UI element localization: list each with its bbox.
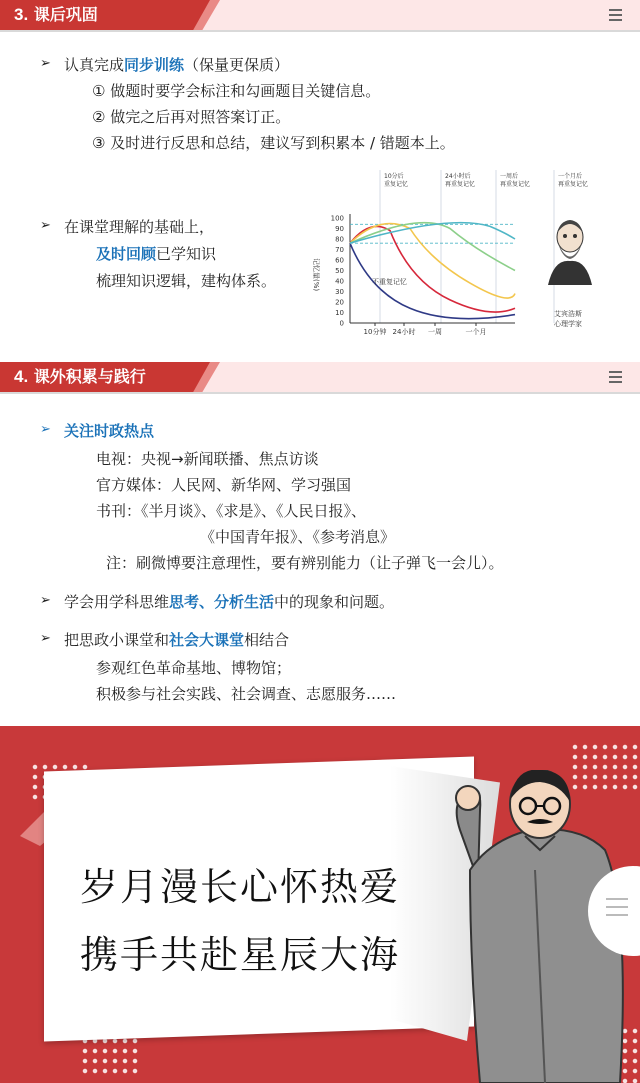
legend-label: 再重复记忆: [445, 181, 476, 188]
subject-thinking-item: 学会用学科思维思考、分析生活中的现象和问题。: [64, 593, 395, 611]
x-tick-label: 一周: [428, 328, 442, 336]
x-tick-label: 24小时: [392, 328, 416, 336]
y-tick-label: 90: [335, 225, 344, 233]
arrow-bullet-icon: ➢: [40, 631, 51, 646]
section-4-header: [0, 362, 640, 392]
sub-point-2: ② 做完之后再对照答案订正。: [92, 108, 291, 126]
y-tick-label: 10: [335, 309, 344, 317]
sub-point-3: ③ 及时进行反思和总结，建议写到积累本 / 错题本上。: [92, 134, 455, 152]
series-line-3: [350, 223, 515, 271]
publications-line-1: 书刊：《半月谈》、《求是》、《人民日报》、: [96, 502, 367, 520]
y-tick-label: 30: [335, 288, 344, 296]
y-tick-label: 20: [335, 298, 344, 307]
dot-pattern: [80, 1036, 140, 1076]
forgetting-curve-chart: [300, 170, 620, 345]
menu-icon: [606, 898, 628, 916]
legend-label: 再重复记忆: [500, 181, 531, 188]
y-tick-label: 0: [339, 319, 344, 328]
section-3-title: 3. 课后巩固: [14, 5, 98, 24]
media-line: 官方媒体：人民网、新华网、学习强国: [96, 476, 352, 494]
weibo-note: 注：刷微博要注意理性，要有辨别能力（让子弹飞一会儿）。: [106, 554, 504, 572]
poem-line-1: 岁月漫长心怀热爱: [80, 865, 401, 909]
y-tick-label: 60: [335, 256, 344, 265]
y-tick-label: 40: [335, 277, 344, 286]
menu-icon[interactable]: [609, 371, 622, 383]
legend-label: 一个月后: [558, 173, 583, 180]
legend-label: 10分后: [384, 173, 404, 180]
current-affairs-heading: 关注时政热点: [64, 422, 155, 440]
arrow-bullet-icon: ➢: [40, 218, 51, 233]
review-item-line1: 在课堂理解的基础上，: [64, 218, 215, 236]
section-divider: [0, 392, 640, 394]
legend-label: 一周后: [500, 173, 519, 180]
sub-point-1: ① 做题时要学会标注和勾画题目关键信息。: [92, 82, 381, 100]
publications-line-2: 《中国青年报》、《参考消息》: [200, 528, 396, 546]
classroom-sub-1: 参观红色革命基地、博物馆；: [96, 659, 292, 677]
arrow-bullet-icon: ➢: [40, 593, 51, 608]
series-line-1: [350, 226, 515, 312]
section-divider: [0, 30, 640, 32]
y-tick-label: 80: [335, 235, 344, 244]
menu-icon[interactable]: [609, 9, 622, 21]
person-caption-2: 心理学家: [554, 320, 582, 328]
person-caption-1: 艾宾浩斯: [554, 310, 582, 318]
poem-line-2: 携手共赴星辰大海: [80, 933, 401, 977]
chart-annotation: 不重复记忆: [372, 278, 407, 286]
classroom-society-item: 把思政小课堂和社会大课堂相结合: [64, 631, 290, 649]
y-tick-label: 100: [330, 214, 344, 223]
x-tick-label: 一个月: [465, 328, 487, 336]
series-line-2: [350, 224, 515, 298]
legend-label: 重复记忆: [384, 181, 409, 188]
y-axis-label: 记忆量(%): [312, 258, 320, 292]
portrait-icon: [548, 220, 592, 285]
section-3-header: [0, 0, 640, 30]
sync-training-item: 认真完成同步训练（保量更保质）: [64, 56, 290, 74]
legend-label: 24小时后: [445, 173, 471, 180]
review-item-line2: 及时回顾已学知识: [96, 245, 217, 263]
section-4-title: 4. 课外积累与践行: [14, 367, 146, 386]
review-item-line3: 梳理知识逻辑，建构体系。: [96, 272, 277, 290]
y-tick-label: 70: [335, 246, 344, 254]
arrow-bullet-icon: ➢: [40, 422, 51, 437]
x-tick-label: 10分钟: [363, 328, 387, 336]
poster-banner: [0, 726, 640, 1083]
arrow-bullet-icon: ➢: [40, 56, 51, 71]
tv-line: 电视：央视→新闻联播、焦点访谈: [96, 450, 319, 468]
y-tick-label: 50: [335, 267, 344, 275]
legend-label: 再重复记忆: [558, 181, 589, 188]
classroom-sub-2: 积极参与社会实践、社会调查、志愿服务……: [96, 685, 397, 703]
